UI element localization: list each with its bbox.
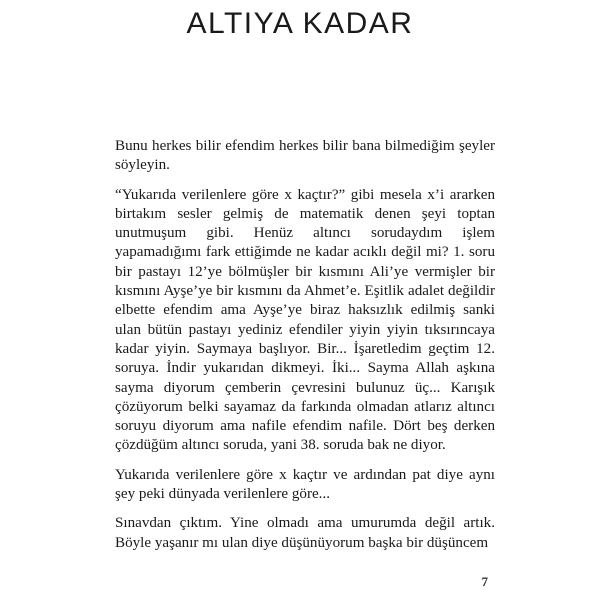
chapter-title: ALTIYA KADAR [186, 7, 414, 40]
paragraph: Yukarıda verilenlere göre x kaçtır ve ardından pat diye aynı şey peki dünyada verilenlere göre... [115, 466, 495, 503]
paragraph: Bunu herkes bilir efendim herkes bilir bana bilmediğim şeyler söyleyin. [115, 138, 495, 174]
page-number: 7 [481, 574, 488, 589]
body-text [115, 137, 495, 563]
paragraph: Sınavdan çıktım. Yine olmadı ama umurumda değil artık. Böyle yaşanır mı ulan diye düşünüyorum başka bir düşüncem [115, 515, 495, 551]
paragraph: “Yukarıda verilenlere göre x kaçtır?” gibi mesela x’i ararken birtakım sesler gelmiş de matematik denen şeyi toptan unutmuşum gibi. Henüz altıncı sorudaydım işlem yapamadığımı fark ettiğimde ne kadar acıklı değil mi? 1. soru bir pastayı 12’ye bölmüşler bir kısmını Ali’ye vermişler bir kısmını Ayşe’ye bir kısmını da Ahmet’e. Eşitlik adalet değildir elbette efendim ama Ayşe’ye biraz haksızlık edilmiş sanki ulan bütün pastayı yediniz efendiler yiyin yiyin tıksırıncaya kadar yiyin. Saymaya başlıyor. Bir... İşaretledim geçtim 12. soruya. İndir yukarıdan dikmeyi. İki... Sayma Allah aşkına sayma diyorum çemberin çevresini bulunuz üç... Karışık çözüyorum belki sayamaz da farkında olmadan atlarız altıncı soruyu diyorum ama nafile efendim nafile. Dört beş derken çözdüğüm altıncı soruda, yani 38. soruda bak ne diyor. [115, 186, 495, 454]
